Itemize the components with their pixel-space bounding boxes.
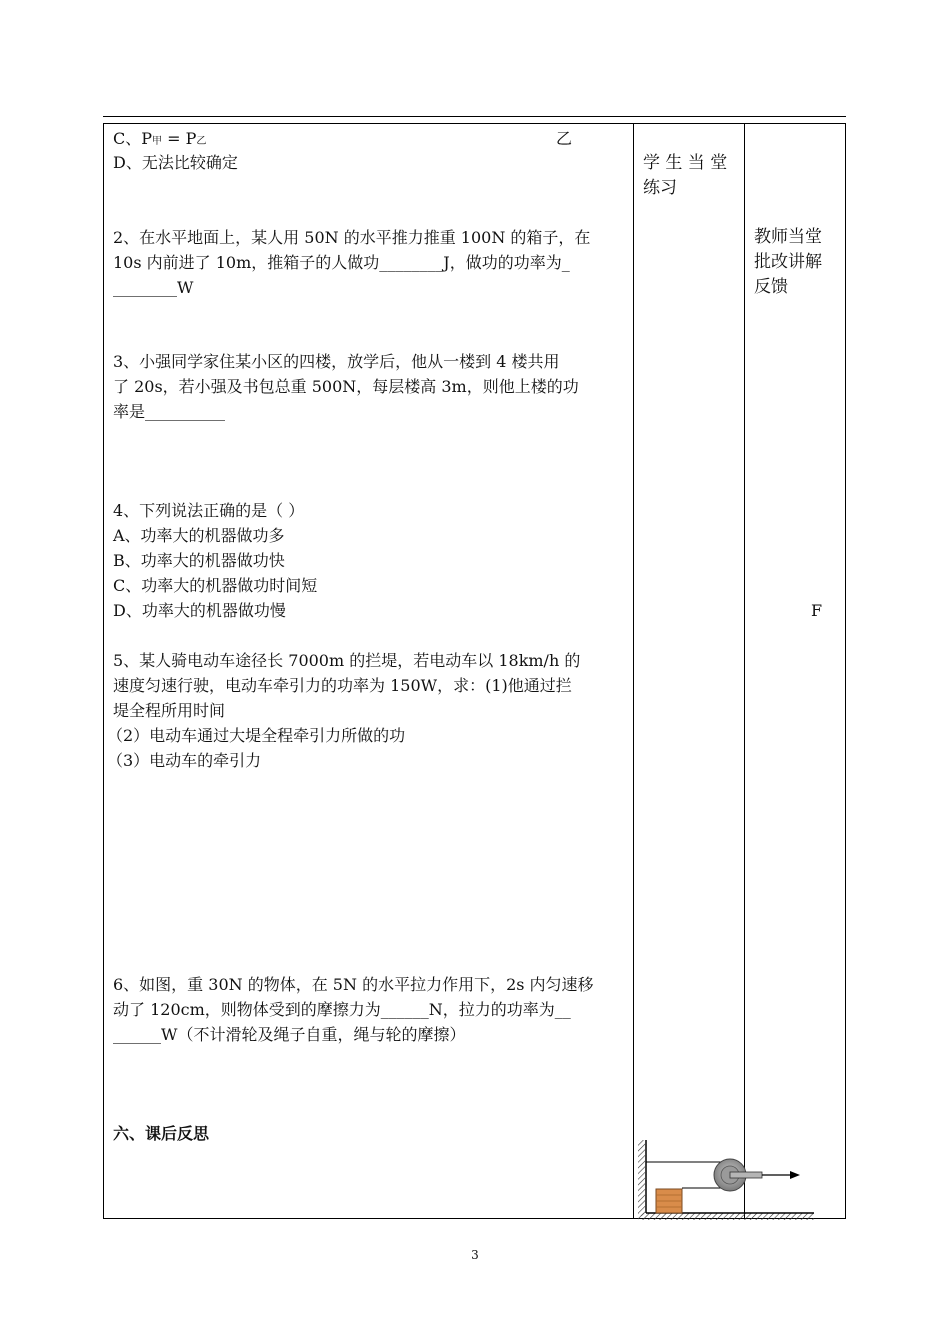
teacher-feedback-line-3: 反馈 xyxy=(754,277,788,297)
teacher-feedback-line-2: 批改讲解 xyxy=(754,252,822,272)
ground-hatch xyxy=(638,1213,814,1220)
pulley-figure xyxy=(632,1134,822,1220)
header-rule xyxy=(103,116,846,117)
force-label-f: F xyxy=(811,601,823,620)
lesson-table xyxy=(103,123,846,1219)
question-4-option-b: B、功率大的机器做功快 xyxy=(113,551,285,570)
question-3-line-1: 3、小强同学家住某小区的四楼，放学后，他从一楼到 4 楼共用 xyxy=(113,352,560,371)
figure-label-yi: 乙 xyxy=(556,129,573,148)
question-4-option-d: D、功率大的机器做功慢 xyxy=(113,601,286,620)
option-c: C、P甲 = P乙 xyxy=(113,129,207,148)
option-d: D、无法比较确定 xyxy=(113,153,238,172)
wall-hatch xyxy=(638,1140,645,1216)
question-2-line-2: 10s 内前进了 10m，推箱子的人做功________J，做功的功率为_ xyxy=(113,253,570,272)
question-5-line-1: 5、某人骑电动车途径长 7000m 的拦堤，若电动车以 18km/h 的 xyxy=(113,651,581,670)
question-4-option-c: C、功率大的机器做功时间短 xyxy=(113,576,318,595)
question-5-part-3: （3）电动车的牵引力 xyxy=(107,751,262,770)
student-practice-line-1: 学 生 当 堂 xyxy=(643,153,728,173)
question-5-part-2: （2）电动车通过大堤全程牵引力所做的功 xyxy=(107,726,406,745)
column-divider-1 xyxy=(633,124,634,1218)
question-4-option-a: A、功率大的机器做功多 xyxy=(113,526,285,545)
section-reflection-heading: 六、课后反思 xyxy=(113,1124,210,1143)
question-2-line-3: ________W xyxy=(113,278,194,297)
question-6-line-2: 动了 120cm，则物体受到的摩擦力为______N，拉力的功率为__ xyxy=(113,1000,571,1019)
question-2-line-1: 2、在水平地面上，某人用 50N 的水平推力推重 100N 的箱子，在 xyxy=(113,228,591,247)
page-number: 3 xyxy=(471,1248,479,1262)
question-5-line-2: 速度匀速行驶，电动车牵引力的功率为 150W，求：(1)他通过拦 xyxy=(113,676,572,695)
column-divider-2 xyxy=(744,124,745,1218)
question-3-line-2: 了 20s，若小强及书包总重 500N，每层楼高 3m，则他上楼的功 xyxy=(113,377,579,396)
pulley-axle-bar xyxy=(730,1172,762,1178)
question-6-line-1: 6、如图，重 30N 的物体，在 5N 的水平拉力作用下，2s 内匀速移 xyxy=(113,975,594,994)
question-5-line-3: 堤全程所用时间 xyxy=(113,701,226,720)
question-3-line-3: 率是__________ xyxy=(113,402,226,421)
question-4-stem: 4、下列说法正确的是（ ） xyxy=(113,501,305,520)
force-arrow-icon xyxy=(790,1171,800,1179)
question-6-line-3: ______W（不计滑轮及绳子自重，绳与轮的摩擦） xyxy=(113,1025,466,1044)
teacher-feedback-line-1: 教师当堂 xyxy=(754,227,822,247)
student-practice-line-2: 练习 xyxy=(643,178,677,198)
